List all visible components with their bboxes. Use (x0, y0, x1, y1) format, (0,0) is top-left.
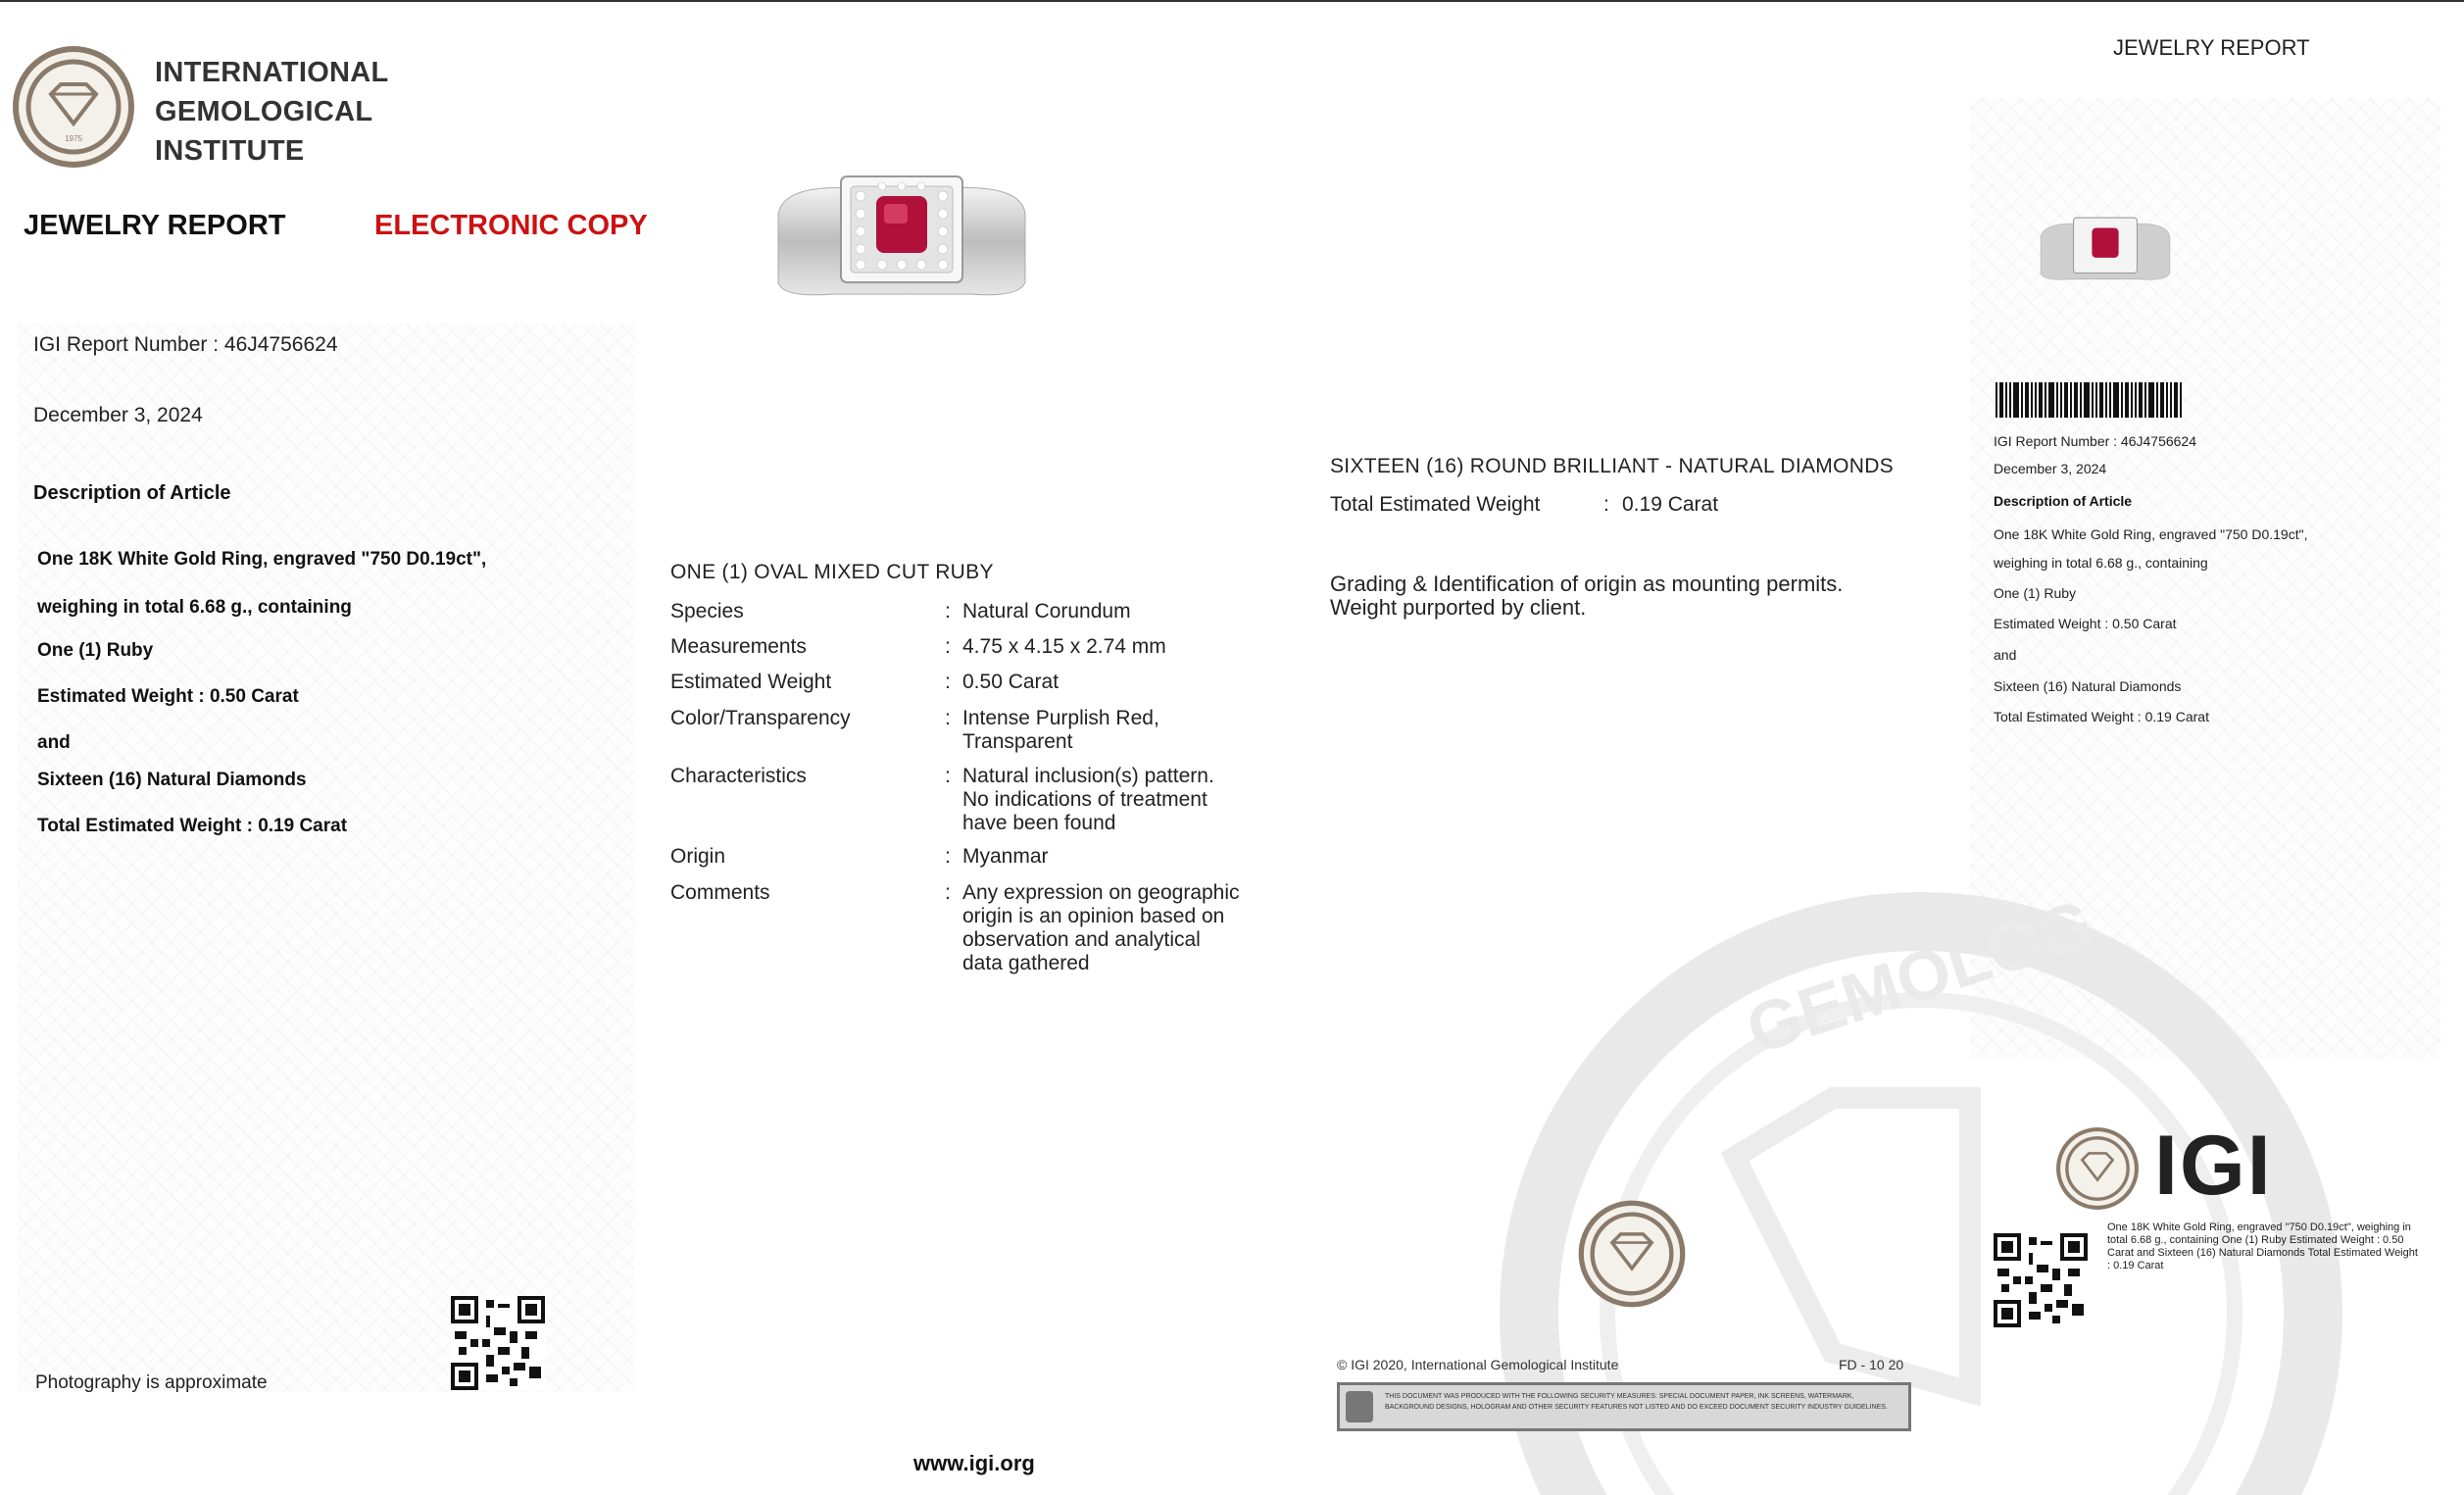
row-label-characteristics: Characteristics (670, 765, 807, 787)
institute-name-line3: INSTITUTE (155, 135, 305, 167)
qr-code-icon[interactable] (1994, 1233, 2088, 1327)
row-label-species: Species (670, 600, 744, 623)
right-date: December 3, 2024 (1994, 461, 2107, 476)
watermark-text: GEMOLOG (1737, 884, 2102, 1069)
diamonds-weight-label: Total Estimated Weight (1330, 493, 1541, 516)
diamonds-weight-value: 0.19 Carat (1622, 493, 1719, 516)
barcode-icon (1996, 382, 2182, 418)
row-value-estimated-weight: 0.50 Carat (962, 671, 1060, 693)
lock-icon (1346, 1391, 1373, 1422)
row-value-color: Intense Purplish Red, Transparent (962, 707, 1159, 753)
description-line: weighing in total 6.68 g., containing (37, 597, 352, 618)
description-line: One 18K White Gold Ring, engraved "750 D0.19ct", (37, 549, 487, 570)
institute-name-line2: GEMOLOGICAL (155, 96, 373, 127)
right-description-line: and (1994, 647, 2017, 663)
row-label-origin: Origin (670, 845, 726, 868)
website-link[interactable]: www.igi.org (913, 1451, 1035, 1475)
row-label-measurements: Measurements (670, 635, 807, 658)
ring-photo-thumbnail (2039, 216, 2172, 284)
right-description-line: One (1) Ruby (1994, 585, 2077, 601)
row-label-comments: Comments (670, 881, 770, 904)
right-report-number: IGI Report Number : 46J4756624 (1994, 433, 2197, 449)
institute-name (155, 53, 389, 171)
row-label-color: Color/Transparency (670, 707, 851, 729)
form-code: FD - 10 20 (1839, 1357, 1904, 1372)
row-colon: : (945, 671, 951, 693)
photo-note: Photography is approximate (35, 1372, 268, 1393)
row-colon: : (1603, 493, 1609, 516)
report-number: IGI Report Number : 46J4756624 (33, 333, 338, 356)
row-colon: : (945, 600, 951, 623)
right-summary: One 18K White Gold Ring, engraved "750 D0.19ct", weighing in total 6.68 g., containing One (1) Ruby Estimated Weight : 0.50 Carat and Sixteen (16) Natural Diamonds Total Estimated Weight : 0.19 Carat (2107, 1221, 2418, 1271)
igi-seal-logo-icon (10, 43, 137, 171)
institute-name-line1: INTERNATIONAL (155, 57, 389, 88)
report-title: JEWELRY REPORT (24, 210, 286, 241)
right-description-line: Estimated Weight : 0.50 Carat (1994, 616, 2177, 631)
row-value-origin: Myanmar (962, 845, 1049, 868)
description-heading: Description of Article (33, 482, 231, 504)
igi-brand-seal-icon (2054, 1125, 2141, 1212)
row-value-comments: Any expression on geographic origin is an opinion based on observation and analytical data gathered (962, 881, 1240, 974)
right-description-heading: Description of Article (1994, 493, 2133, 509)
seal-year: 1975 (65, 134, 82, 143)
row-colon: : (945, 881, 951, 904)
right-report-title: JEWELRY REPORT (2113, 35, 2310, 60)
row-label-estimated-weight: Estimated Weight (670, 671, 832, 693)
description-line: One (1) Ruby (37, 640, 154, 661)
row-value-species: Natural Corundum (962, 600, 1131, 623)
report-date: December 3, 2024 (33, 404, 203, 426)
row-colon: : (945, 635, 951, 658)
description-line: Total Estimated Weight : 0.19 Carat (37, 816, 348, 836)
copyright: © IGI 2020, International Gemological Institute (1337, 1357, 1619, 1372)
diamonds-title: SIXTEEN (16) ROUND BRILLIANT - NATURAL DIAMONDS (1330, 455, 1894, 477)
security-box (1337, 1382, 1911, 1431)
description-line: Sixteen (16) Natural Diamonds (37, 770, 307, 790)
qr-code-icon[interactable] (451, 1296, 545, 1390)
grading-note: Grading & Identification of origin as mounting permits. Weight purported by client. (1330, 572, 1844, 620)
stone-title: ONE (1) OVAL MIXED CUT RUBY (670, 561, 994, 583)
right-description-line: weighing in total 6.68 g., containing (1994, 555, 2208, 571)
row-value-characteristics: Natural inclusion(s) pattern. No indications of treatment have been found (962, 765, 1214, 834)
electronic-copy-label: ELECTRONIC COPY (374, 210, 648, 241)
description-line: and (37, 732, 71, 753)
igi-brand-text: IGI (2154, 1119, 2273, 1213)
right-description-line: Total Estimated Weight : 0.19 Carat (1994, 709, 2209, 724)
right-description-line: One 18K White Gold Ring, engraved "750 D0.19ct", (1994, 526, 2308, 542)
ring-photo (774, 174, 1029, 302)
small-seal-icon (1576, 1198, 1688, 1310)
description-line: Estimated Weight : 0.50 Carat (37, 686, 299, 707)
row-colon: : (945, 765, 951, 787)
row-colon: : (945, 707, 951, 729)
row-colon: : (945, 845, 951, 868)
security-text: THIS DOCUMENT WAS PRODUCED WITH THE FOLLOWING SECURITY MEASURES: SPECIAL DOCUMENT PAPER, INK SCREENS, WATERMARK, BACKGROUND DESIGNS, HOLOGRAM AND OTHER SECURITY FEATURES NOT LISTED AND DO EXCEED DOCUMENT SECURITY INDUSTRY GUIDELINES. (1385, 1393, 1888, 1411)
top-border (0, 0, 2464, 2)
row-value-measurements: 4.75 x 4.15 x 2.74 mm (962, 635, 1166, 658)
right-description-line: Sixteen (16) Natural Diamonds (1994, 678, 2182, 694)
